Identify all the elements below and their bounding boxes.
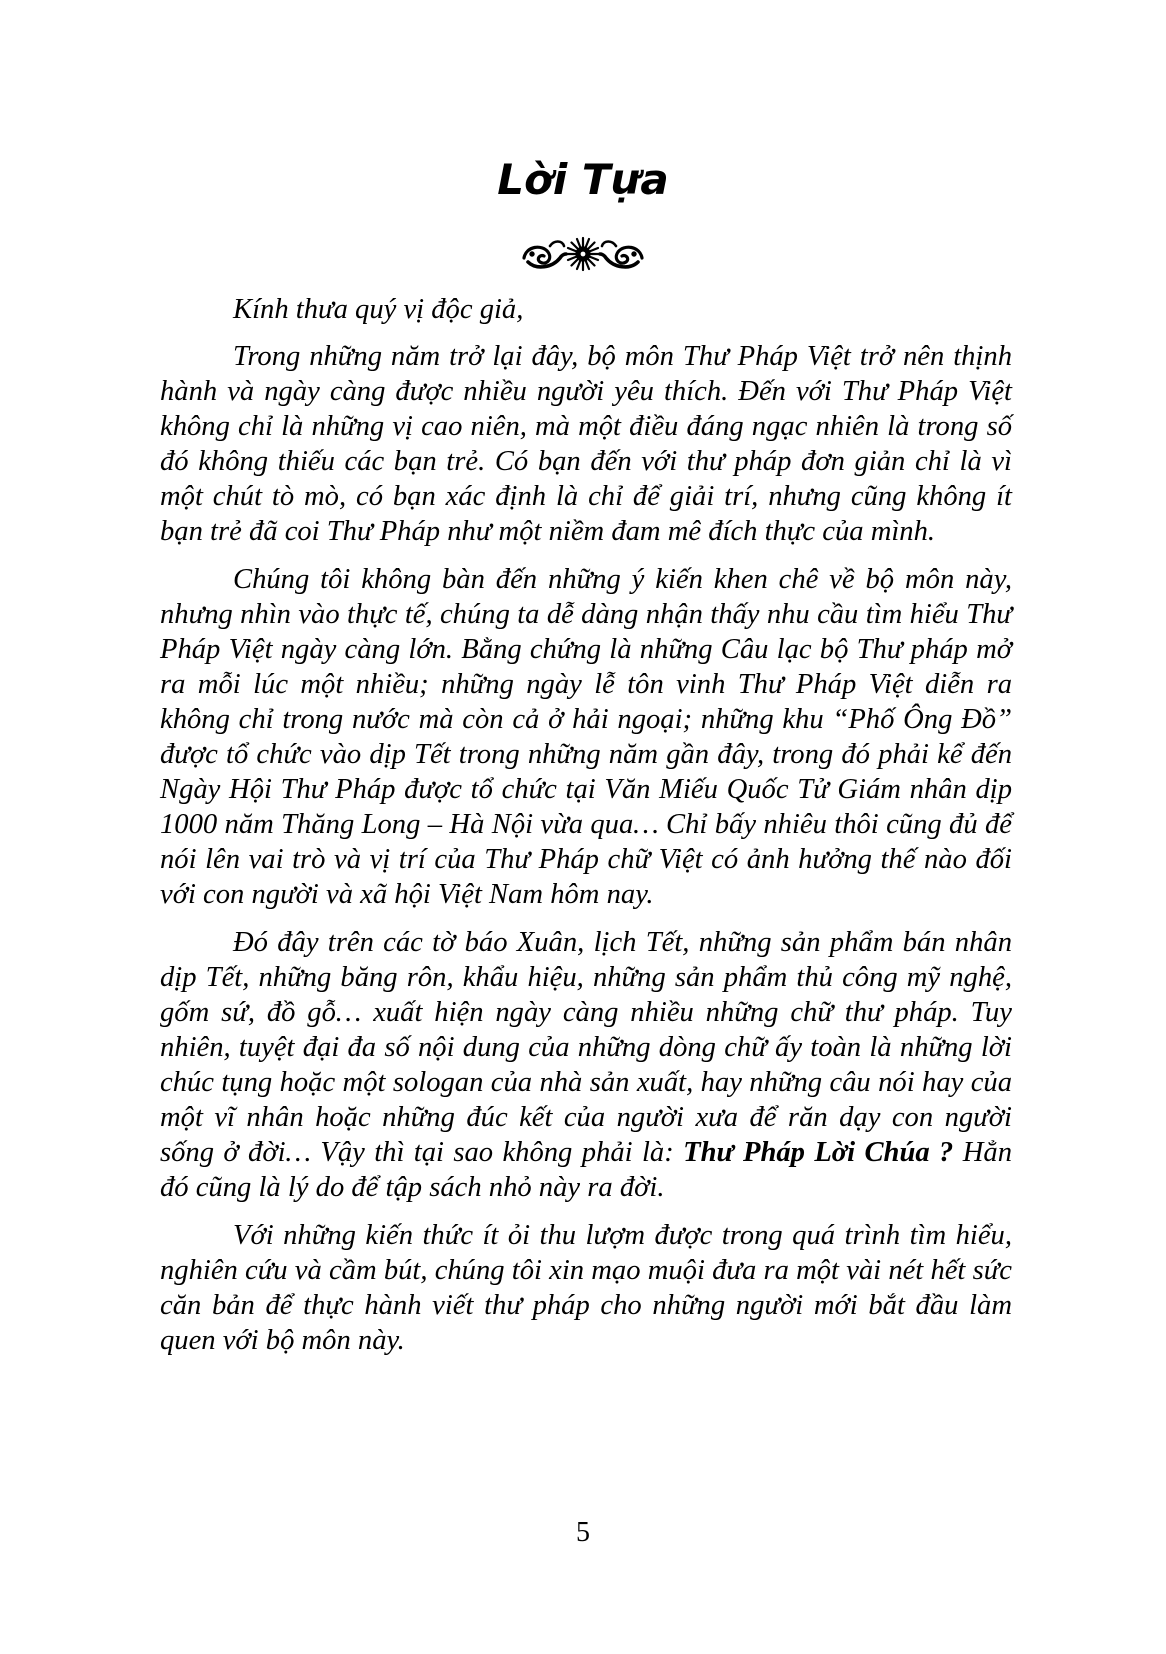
page-number: 5 [576,1517,590,1548]
paragraph-3-end: Hẳn đó cũng là lý do để tập sách nhỏ này ra đời. [160,1137,1012,1203]
fleuron-star-ornament-icon [520,232,646,276]
paragraph-4: Với những kiến thức ít ỏi thu lượm được trong quá trình tìm hiểu, nghiên cứu và cầm bút, chúng tôi xin mạo muội đưa ra một vài nét hết sức căn bản để thực hành viết thư pháp cho những người mới bắt đầu làm quen với bộ môn này. [160,1220,1012,1356]
paragraph-3-text: Đó đây trên các tờ báo Xuân, lịch Tết, những sản phẩm bán nhân dịp Tết, những băng rôn, khẩu hiệu, những sản phẩm thủ công mỹ nghệ, gốm sứ, đồ gỗ… xuất hiện ngày càng nhiều những chữ thư pháp. Tuy nhiên, tuyệt đại đa số nội dung của những dòng chữ ấy toàn là những lời chúc tụng hoặc một sologan của nhà sản xuất, hay những câu nói hay của một vĩ nhân hoặc những đúc kết của người xưa để răn dạy con người sống ở đời… Vậy thì tại sao không phải là: [160,927,1012,1168]
book-title-bold: Thư Pháp Lời Chúa ? [683,1137,954,1168]
preface-body [160,292,1012,1371]
salutation: Kính thưa quý vị độc giả, [233,294,524,325]
paragraph-2: Chúng tôi không bàn đến những ý kiến khen chê về bộ môn này, nhưng nhìn vào thực tế, chúng ta dễ dàng nhận thấy nhu cầu tìm hiểu Thư Pháp Việt ngày càng lớn. Bằng chứng là những Câu lạc bộ Thư pháp mở ra mỗi lúc một nhiều; những ngày lễ tôn vinh Thư Pháp Việt diễn ra không chỉ trong nước mà còn cả ở hải ngoại; những khu “Phố Ông Đồ” được tổ chức vào dịp Tết trong những năm gần đây, trong đó phải kể đến Ngày Hội Thư Pháp được tổ chức tại Văn Miếu Quốc Tử Giám nhân dịp 1000 năm Thăng Long – Hà Nội vừa qua… Chỉ bấy nhiêu thôi cũng đủ để nói lên vai trò và vị trí của Thư Pháp chữ Việt có ảnh hưởng thế nào đối với con người và xã hội Việt Nam hôm nay. [160,564,1012,910]
paragraph-3 [160,925,1012,1205]
page-title: Lời Tựa [497,155,669,204]
paragraph-1: Trong những năm trở lại đây, bộ môn Thư Pháp Việt trở nên thịnh hành và ngày càng được nhiều người yêu thích. Đến với Thư Pháp Việt không chỉ là những vị cao niên, mà một điều đáng ngạc nhiên là trong số đó không thiếu các bạn trẻ. Có bạn đến với thư pháp đơn giản chỉ là vì một chút tò mò, có bạn xác định là chỉ để giải trí, nhưng cũng không ít bạn trẻ đã coi Thư Pháp như một niềm đam mê đích thực của mình. [160,341,1012,547]
